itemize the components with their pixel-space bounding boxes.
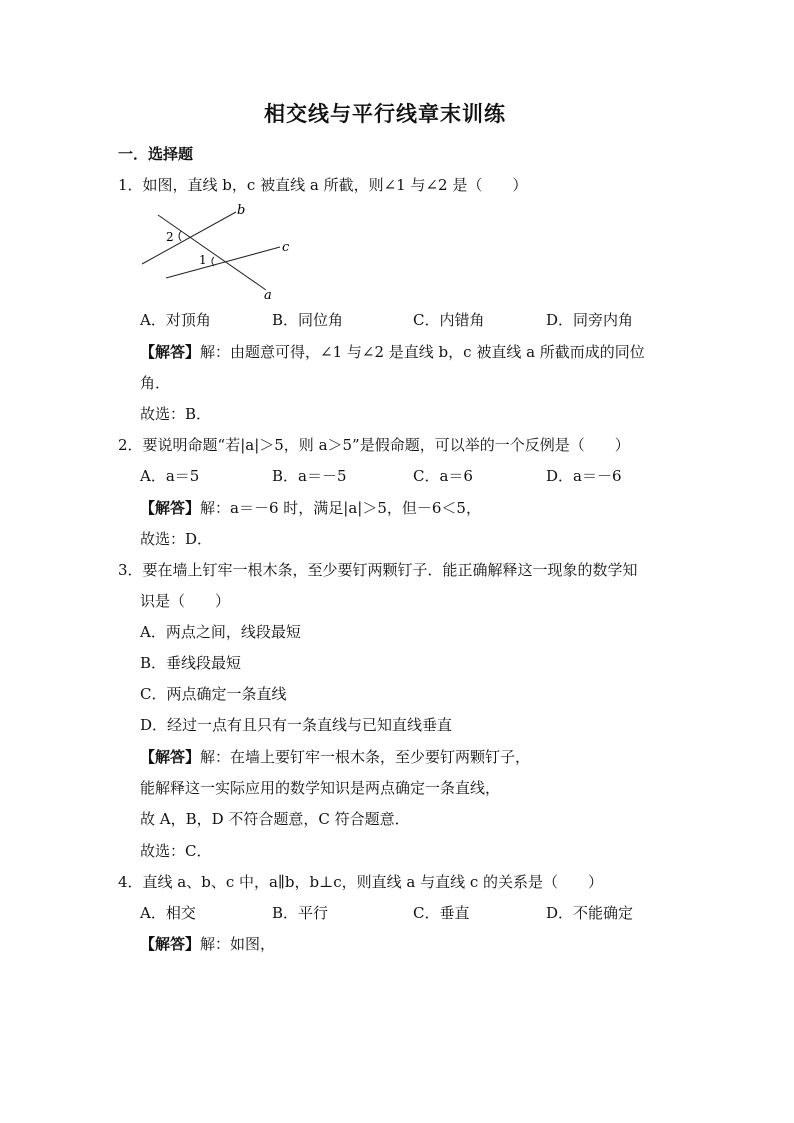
q2-option-c: C．a＝6	[413, 467, 473, 485]
answer-tag: 【解答】	[140, 935, 201, 953]
answer-text: 解：在墙上要钉牢一根木条，至少要钉两颗钉子，	[200, 748, 531, 766]
q4-answer-line-1	[140, 934, 275, 954]
q4-option-c: C．垂直	[413, 904, 470, 922]
q2-choice: 故选：D．	[140, 530, 213, 548]
question-1-figure	[138, 200, 298, 304]
question-3-text-line-1: 3．要在墙上钉牢一根木条，至少要钉两颗钉子．能正确解释这一现象的数学知	[118, 561, 638, 579]
q1-option-d: D．同旁内角	[546, 311, 634, 329]
q2-option-b: B．a＝－5	[272, 467, 347, 485]
label-a: a	[264, 288, 272, 303]
q3-option-a: A．两点之间，线段最短	[140, 623, 301, 641]
label-b: b	[237, 203, 246, 218]
q3-option-c: C．两点确定一条直线	[140, 685, 287, 703]
question-3-text-line-2: 识是（ ）	[140, 592, 231, 610]
answer-tag: 【解答】	[140, 343, 201, 361]
q3-choice: 故选：C．	[140, 842, 212, 860]
q3-option-b: B．垂线段最短	[140, 654, 242, 672]
answer-text: 解：如图，	[200, 935, 276, 953]
question-4-text: 4．直线 a、b、c 中，a∥b，b⊥c，则直线 a 与直线 c 的关系是（ ）	[118, 873, 604, 891]
question-1-text: 1．如图，直线 b，c 被直线 a 所截，则∠1 与∠2 是（ ）	[118, 176, 528, 194]
q1-option-c: C．内错角	[413, 311, 485, 329]
q1-answer-line-1	[140, 342, 645, 362]
q2-option-d: D．a＝－6	[546, 467, 622, 485]
q1-option-a: A．对顶角	[140, 311, 211, 329]
q3-option-d: D．经过一点有且只有一条直线与已知直线垂直	[140, 716, 453, 734]
q1-option-b: B．同位角	[272, 311, 344, 329]
q1-choice: 故选：B．	[140, 405, 212, 423]
question-2-text: 2．要说明命题“若|a|＞5，则 a＞5”是假命题，可以举的一个反例是（ ）	[118, 436, 630, 454]
q3-answer-line-3: 故 A，B，D 不符合题意，C 符合题意．	[140, 810, 410, 828]
q1-answer-line-2: 角．	[140, 374, 171, 392]
label-angle-1: 1	[199, 253, 207, 267]
q4-option-b: B．平行	[272, 904, 329, 922]
q4-option-d: D．不能确定	[546, 904, 634, 922]
q3-answer-line-2: 能解释这一实际应用的数学知识是两点确定一条直线，	[140, 779, 501, 797]
answer-text: 解：a＝－6 时，满足|a|＞5，但－6＜5，	[200, 499, 481, 517]
answer-tag: 【解答】	[140, 748, 201, 766]
q2-option-a: A．a＝5	[140, 467, 200, 485]
label-c: c	[282, 240, 290, 255]
angle-2-arc	[179, 231, 181, 241]
q4-option-a: A．相交	[140, 904, 196, 922]
page-title: 相交线与平行线章末训练	[264, 101, 506, 126]
answer-text: 解：由题意可得，∠1 与∠2 是直线 b，c 被直线 a 所截而成的同位	[200, 343, 645, 361]
line-b	[142, 212, 236, 264]
line-a	[158, 215, 266, 290]
section-heading: 一．选择题	[118, 145, 194, 163]
q2-answer-line-1	[140, 498, 481, 518]
line-c	[166, 247, 280, 278]
label-angle-2: 2	[166, 230, 174, 244]
q3-answer-line-1	[140, 747, 530, 767]
answer-tag: 【解答】	[140, 499, 201, 517]
